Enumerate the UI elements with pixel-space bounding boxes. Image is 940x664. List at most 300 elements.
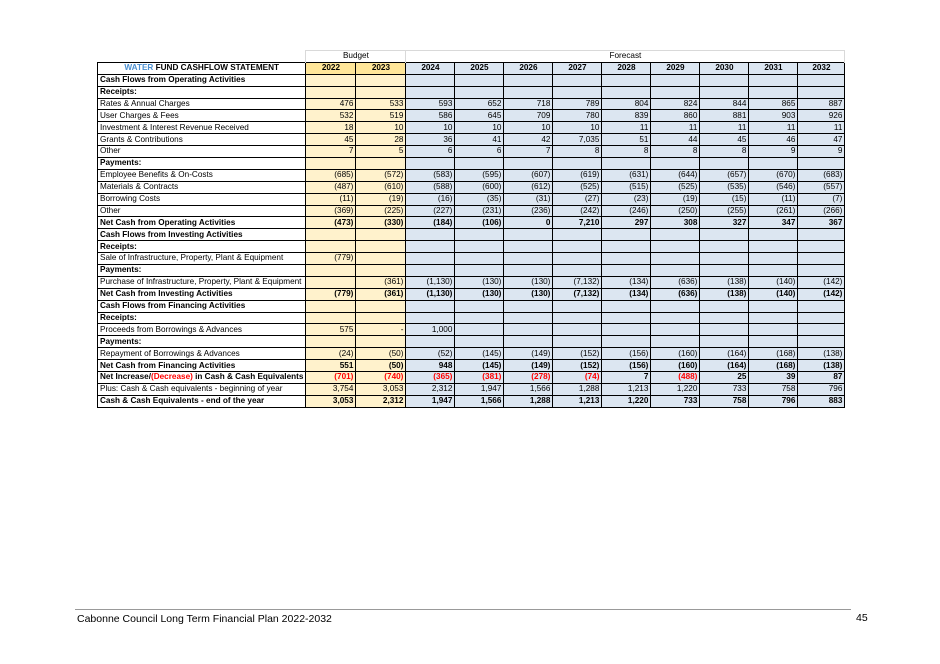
value-cell — [749, 336, 798, 348]
row-label: Net Cash from Operating Activities — [98, 217, 306, 229]
row-label-part: (Decrease) — [150, 372, 193, 382]
value-cell: (152) — [553, 360, 602, 372]
value-cell: 533 — [356, 98, 406, 110]
year-header: 2028 — [602, 62, 651, 74]
value-cell — [356, 74, 406, 86]
year-header: 2032 — [798, 62, 845, 74]
value-cell: 881 — [700, 110, 749, 122]
value-cell: (361) — [356, 288, 406, 300]
table-row — [98, 134, 845, 146]
row-label: Cash & Cash Equivalents - end of the year — [98, 395, 306, 407]
value-cell: 44 — [651, 134, 700, 146]
value-cell: (24) — [306, 348, 356, 360]
value-cell — [798, 86, 845, 98]
value-cell: 575 — [306, 324, 356, 336]
value-cell: (515) — [602, 181, 651, 193]
value-cell: (619) — [553, 169, 602, 181]
value-cell — [406, 253, 455, 265]
value-cell — [749, 158, 798, 170]
value-cell: 1,947 — [406, 395, 455, 407]
value-cell: 10 — [406, 122, 455, 134]
row-label: Proceeds from Borrowings & Advances — [98, 324, 306, 336]
value-cell — [406, 241, 455, 253]
row-label: Investment & Interest Revenue Received — [98, 122, 306, 134]
value-cell: (525) — [553, 181, 602, 193]
value-cell — [306, 241, 356, 253]
value-cell: 11 — [700, 122, 749, 134]
value-cell — [553, 253, 602, 265]
value-cell: 46 — [749, 134, 798, 146]
value-cell: (365) — [406, 372, 455, 384]
table-row — [98, 300, 845, 312]
value-cell: 308 — [651, 217, 700, 229]
value-cell — [651, 265, 700, 277]
value-cell: 347 — [749, 217, 798, 229]
value-cell: 780 — [553, 110, 602, 122]
value-cell — [700, 324, 749, 336]
value-cell: - — [356, 324, 406, 336]
row-label: Employee Benefits & On-Costs — [98, 169, 306, 181]
value-cell — [504, 74, 553, 86]
value-cell — [798, 229, 845, 241]
value-cell: (140) — [749, 276, 798, 288]
table-row — [98, 193, 845, 205]
value-cell — [602, 74, 651, 86]
value-cell — [602, 300, 651, 312]
value-cell: (278) — [504, 372, 553, 384]
table-row — [98, 395, 845, 407]
value-cell: 948 — [406, 360, 455, 372]
value-cell: (52) — [406, 348, 455, 360]
value-cell: (330) — [356, 217, 406, 229]
value-cell: 367 — [798, 217, 845, 229]
row-label: Payments: — [98, 336, 306, 348]
value-cell: 8 — [651, 146, 700, 158]
value-cell: 926 — [798, 110, 845, 122]
value-cell — [700, 158, 749, 170]
value-cell: 6 — [455, 146, 504, 158]
row-label: Net Cash from Financing Activities — [98, 360, 306, 372]
value-cell — [602, 158, 651, 170]
row-label: Cash Flows from Financing Activities — [98, 300, 306, 312]
value-cell — [306, 336, 356, 348]
value-cell: 1,566 — [504, 383, 553, 395]
year-header: 2023 — [356, 62, 406, 74]
value-cell: (546) — [749, 181, 798, 193]
value-cell: 11 — [798, 122, 845, 134]
value-cell — [602, 86, 651, 98]
value-cell — [553, 241, 602, 253]
value-cell: (1,130) — [406, 288, 455, 300]
value-cell: (236) — [504, 205, 553, 217]
value-cell: 7,210 — [553, 217, 602, 229]
value-cell — [455, 312, 504, 324]
value-cell — [553, 74, 602, 86]
value-cell — [602, 336, 651, 348]
value-cell — [306, 158, 356, 170]
value-cell — [651, 158, 700, 170]
value-cell — [306, 74, 356, 86]
value-cell: (138) — [700, 288, 749, 300]
value-cell — [455, 253, 504, 265]
value-cell — [504, 300, 553, 312]
value-cell: 652 — [455, 98, 504, 110]
value-cell: (779) — [306, 253, 356, 265]
value-cell: 10 — [455, 122, 504, 134]
value-cell: (242) — [553, 205, 602, 217]
value-cell: 758 — [700, 395, 749, 407]
table-row — [98, 348, 845, 360]
value-cell: 11 — [749, 122, 798, 134]
value-cell — [455, 229, 504, 241]
value-cell: (225) — [356, 205, 406, 217]
value-cell: (35) — [455, 193, 504, 205]
value-cell — [700, 86, 749, 98]
value-cell: 8 — [553, 146, 602, 158]
value-cell — [406, 74, 455, 86]
table-row — [98, 181, 845, 193]
value-cell: 824 — [651, 98, 700, 110]
value-cell — [553, 229, 602, 241]
value-cell — [455, 74, 504, 86]
value-cell — [651, 229, 700, 241]
value-cell — [553, 312, 602, 324]
value-cell: (27) — [553, 193, 602, 205]
value-cell: 804 — [602, 98, 651, 110]
table-row — [98, 383, 845, 395]
value-cell: (130) — [504, 276, 553, 288]
value-cell — [455, 336, 504, 348]
value-cell: 796 — [749, 395, 798, 407]
value-cell — [651, 241, 700, 253]
value-cell: (138) — [798, 360, 845, 372]
forecast-group-header: Forecast — [406, 51, 845, 63]
value-cell — [798, 300, 845, 312]
value-cell: 18 — [306, 122, 356, 134]
value-cell: (381) — [455, 372, 504, 384]
value-cell: (50) — [356, 360, 406, 372]
cashflow-statement-table — [97, 50, 845, 408]
value-cell: (361) — [356, 276, 406, 288]
value-cell: (231) — [455, 205, 504, 217]
table-row — [98, 241, 845, 253]
value-cell: (636) — [651, 276, 700, 288]
value-cell: (227) — [406, 205, 455, 217]
value-cell: (600) — [455, 181, 504, 193]
value-cell — [455, 158, 504, 170]
value-cell: (74) — [553, 372, 602, 384]
value-cell — [553, 86, 602, 98]
table-row — [98, 158, 845, 170]
value-cell — [356, 253, 406, 265]
value-cell — [406, 86, 455, 98]
value-cell — [356, 86, 406, 98]
value-cell: (266) — [798, 205, 845, 217]
value-cell — [651, 253, 700, 265]
value-cell: 2,312 — [406, 383, 455, 395]
value-cell: (683) — [798, 169, 845, 181]
value-cell: 1,000 — [406, 324, 455, 336]
value-cell: 42 — [504, 134, 553, 146]
value-cell: 1,288 — [504, 395, 553, 407]
value-cell: 593 — [406, 98, 455, 110]
value-cell: 9 — [798, 146, 845, 158]
value-cell: (152) — [553, 348, 602, 360]
year-header: 2027 — [553, 62, 602, 74]
row-label-part: in Cash & Cash Equivalents — [192, 372, 304, 382]
row-label: Net Cash from Investing Activities — [98, 288, 306, 300]
table-row — [98, 336, 845, 348]
value-cell: 8 — [602, 146, 651, 158]
value-cell: (106) — [455, 217, 504, 229]
value-cell — [651, 300, 700, 312]
value-cell: (142) — [798, 276, 845, 288]
value-cell — [406, 300, 455, 312]
value-cell: (7,132) — [553, 288, 602, 300]
value-cell: (160) — [651, 348, 700, 360]
table-row — [98, 229, 845, 241]
value-cell: (473) — [306, 217, 356, 229]
value-cell — [504, 312, 553, 324]
value-cell — [602, 229, 651, 241]
value-cell: 45 — [700, 134, 749, 146]
value-cell: 297 — [602, 217, 651, 229]
value-cell — [602, 312, 651, 324]
value-cell — [749, 253, 798, 265]
value-cell: 3,754 — [306, 383, 356, 395]
value-cell — [406, 312, 455, 324]
value-cell: 10 — [553, 122, 602, 134]
value-cell — [749, 74, 798, 86]
row-label: Materials & Contracts — [98, 181, 306, 193]
table-row — [98, 169, 845, 181]
value-cell: 1,220 — [651, 383, 700, 395]
row-label: Grants & Contributions — [98, 134, 306, 146]
value-cell — [356, 312, 406, 324]
value-cell: 11 — [651, 122, 700, 134]
value-cell: 5 — [356, 146, 406, 158]
value-cell: 327 — [700, 217, 749, 229]
table-row — [98, 324, 845, 336]
value-cell — [749, 86, 798, 98]
value-cell: 476 — [306, 98, 356, 110]
value-cell — [306, 229, 356, 241]
value-cell — [356, 241, 406, 253]
value-cell — [455, 324, 504, 336]
value-cell — [356, 229, 406, 241]
value-cell — [700, 265, 749, 277]
value-cell: 28 — [356, 134, 406, 146]
value-cell: (701) — [306, 372, 356, 384]
value-cell: 718 — [504, 98, 553, 110]
value-cell — [356, 300, 406, 312]
value-cell — [356, 158, 406, 170]
value-cell: (572) — [356, 169, 406, 181]
value-cell: (644) — [651, 169, 700, 181]
value-cell — [651, 74, 700, 86]
value-cell: (525) — [651, 181, 700, 193]
value-cell: 87 — [798, 372, 845, 384]
footer-divider — [75, 609, 851, 610]
year-header-row — [98, 62, 845, 74]
value-cell: (168) — [749, 348, 798, 360]
year-header: 2030 — [700, 62, 749, 74]
value-cell: (261) — [749, 205, 798, 217]
value-cell: (134) — [602, 276, 651, 288]
value-cell: 39 — [749, 372, 798, 384]
table-row — [98, 360, 845, 372]
value-cell: (779) — [306, 288, 356, 300]
value-cell: (31) — [504, 193, 553, 205]
value-cell — [602, 265, 651, 277]
value-cell: 11 — [602, 122, 651, 134]
value-cell: (19) — [356, 193, 406, 205]
value-cell — [651, 324, 700, 336]
value-cell: 36 — [406, 134, 455, 146]
value-cell: 789 — [553, 98, 602, 110]
table-row — [98, 98, 845, 110]
row-label: Plus: Cash & Cash equivalents - beginning of year — [98, 383, 306, 395]
row-label-part: Net Increase/ — [100, 372, 151, 382]
value-cell — [798, 74, 845, 86]
value-cell — [306, 300, 356, 312]
value-cell: (7) — [798, 193, 845, 205]
value-cell: 1,220 — [602, 395, 651, 407]
value-cell — [651, 86, 700, 98]
value-cell: 1,213 — [602, 383, 651, 395]
table-row — [98, 288, 845, 300]
value-cell — [356, 336, 406, 348]
row-label: Other — [98, 146, 306, 158]
value-cell — [504, 158, 553, 170]
value-cell: 709 — [504, 110, 553, 122]
value-cell: (164) — [700, 348, 749, 360]
value-cell: (168) — [749, 360, 798, 372]
value-cell: (130) — [504, 288, 553, 300]
table-row — [98, 146, 845, 158]
value-cell: (50) — [356, 348, 406, 360]
table-row — [98, 110, 845, 122]
value-cell — [356, 265, 406, 277]
value-cell: 844 — [700, 98, 749, 110]
row-label: Sale of Infrastructure, Property, Plant & Equipment — [98, 253, 306, 265]
value-cell: 796 — [798, 383, 845, 395]
row-label: Borrowing Costs — [98, 193, 306, 205]
value-cell: (149) — [504, 360, 553, 372]
value-cell: (535) — [700, 181, 749, 193]
value-cell: (250) — [651, 205, 700, 217]
value-cell — [406, 336, 455, 348]
row-label: Payments: — [98, 265, 306, 277]
value-cell: (670) — [749, 169, 798, 181]
table-row — [98, 205, 845, 217]
value-cell — [798, 265, 845, 277]
value-cell: (369) — [306, 205, 356, 217]
table-row — [98, 372, 845, 384]
value-cell — [553, 265, 602, 277]
value-cell: 51 — [602, 134, 651, 146]
value-cell: (610) — [356, 181, 406, 193]
value-cell: 887 — [798, 98, 845, 110]
row-label: Cash Flows from Operating Activities — [98, 74, 306, 86]
value-cell — [504, 265, 553, 277]
value-cell: 860 — [651, 110, 700, 122]
value-cell — [700, 229, 749, 241]
value-cell: (583) — [406, 169, 455, 181]
value-cell: 839 — [602, 110, 651, 122]
value-cell: 1,213 — [553, 395, 602, 407]
budget-group-header: Budget — [306, 51, 406, 63]
value-cell: 865 — [749, 98, 798, 110]
year-header: 2029 — [651, 62, 700, 74]
value-cell: (657) — [700, 169, 749, 181]
value-cell: (685) — [306, 169, 356, 181]
value-cell: 733 — [651, 395, 700, 407]
value-cell: (138) — [700, 276, 749, 288]
blank-header-cell — [98, 51, 306, 63]
title-rest: FUND CASHFLOW STATEMENT — [153, 63, 280, 73]
value-cell: (740) — [356, 372, 406, 384]
value-cell — [455, 241, 504, 253]
value-cell: (11) — [749, 193, 798, 205]
row-label: Payments: — [98, 158, 306, 170]
value-cell — [700, 336, 749, 348]
value-cell — [798, 253, 845, 265]
value-cell — [602, 241, 651, 253]
value-cell — [406, 229, 455, 241]
value-cell — [749, 265, 798, 277]
value-cell: 6 — [406, 146, 455, 158]
value-cell: 7 — [504, 146, 553, 158]
value-cell: 41 — [455, 134, 504, 146]
value-cell — [504, 253, 553, 265]
value-cell: 1,947 — [455, 383, 504, 395]
value-cell — [798, 158, 845, 170]
value-cell: 551 — [306, 360, 356, 372]
value-cell: 10 — [504, 122, 553, 134]
table-row — [98, 74, 845, 86]
value-cell: (488) — [651, 372, 700, 384]
value-cell — [700, 241, 749, 253]
value-cell: (149) — [504, 348, 553, 360]
value-cell — [306, 265, 356, 277]
value-cell: (184) — [406, 217, 455, 229]
value-cell: (160) — [651, 360, 700, 372]
row-label: Repayment of Borrowings & Advances — [98, 348, 306, 360]
value-cell: 758 — [749, 383, 798, 395]
value-cell: (16) — [406, 193, 455, 205]
value-cell — [455, 86, 504, 98]
table-row — [98, 86, 845, 98]
value-cell: (11) — [306, 193, 356, 205]
value-cell: (130) — [455, 288, 504, 300]
value-cell: (138) — [798, 348, 845, 360]
value-cell — [504, 241, 553, 253]
value-cell: 3,053 — [356, 383, 406, 395]
value-cell — [798, 336, 845, 348]
value-cell — [553, 324, 602, 336]
value-cell: (631) — [602, 169, 651, 181]
page-number: 45 — [856, 612, 868, 624]
row-label: Receipts: — [98, 86, 306, 98]
value-cell: (7,132) — [553, 276, 602, 288]
value-cell: 3,053 — [306, 395, 356, 407]
value-cell — [504, 324, 553, 336]
table-row — [98, 217, 845, 229]
table-row — [98, 276, 845, 288]
statement-title — [98, 62, 306, 74]
value-cell — [504, 229, 553, 241]
